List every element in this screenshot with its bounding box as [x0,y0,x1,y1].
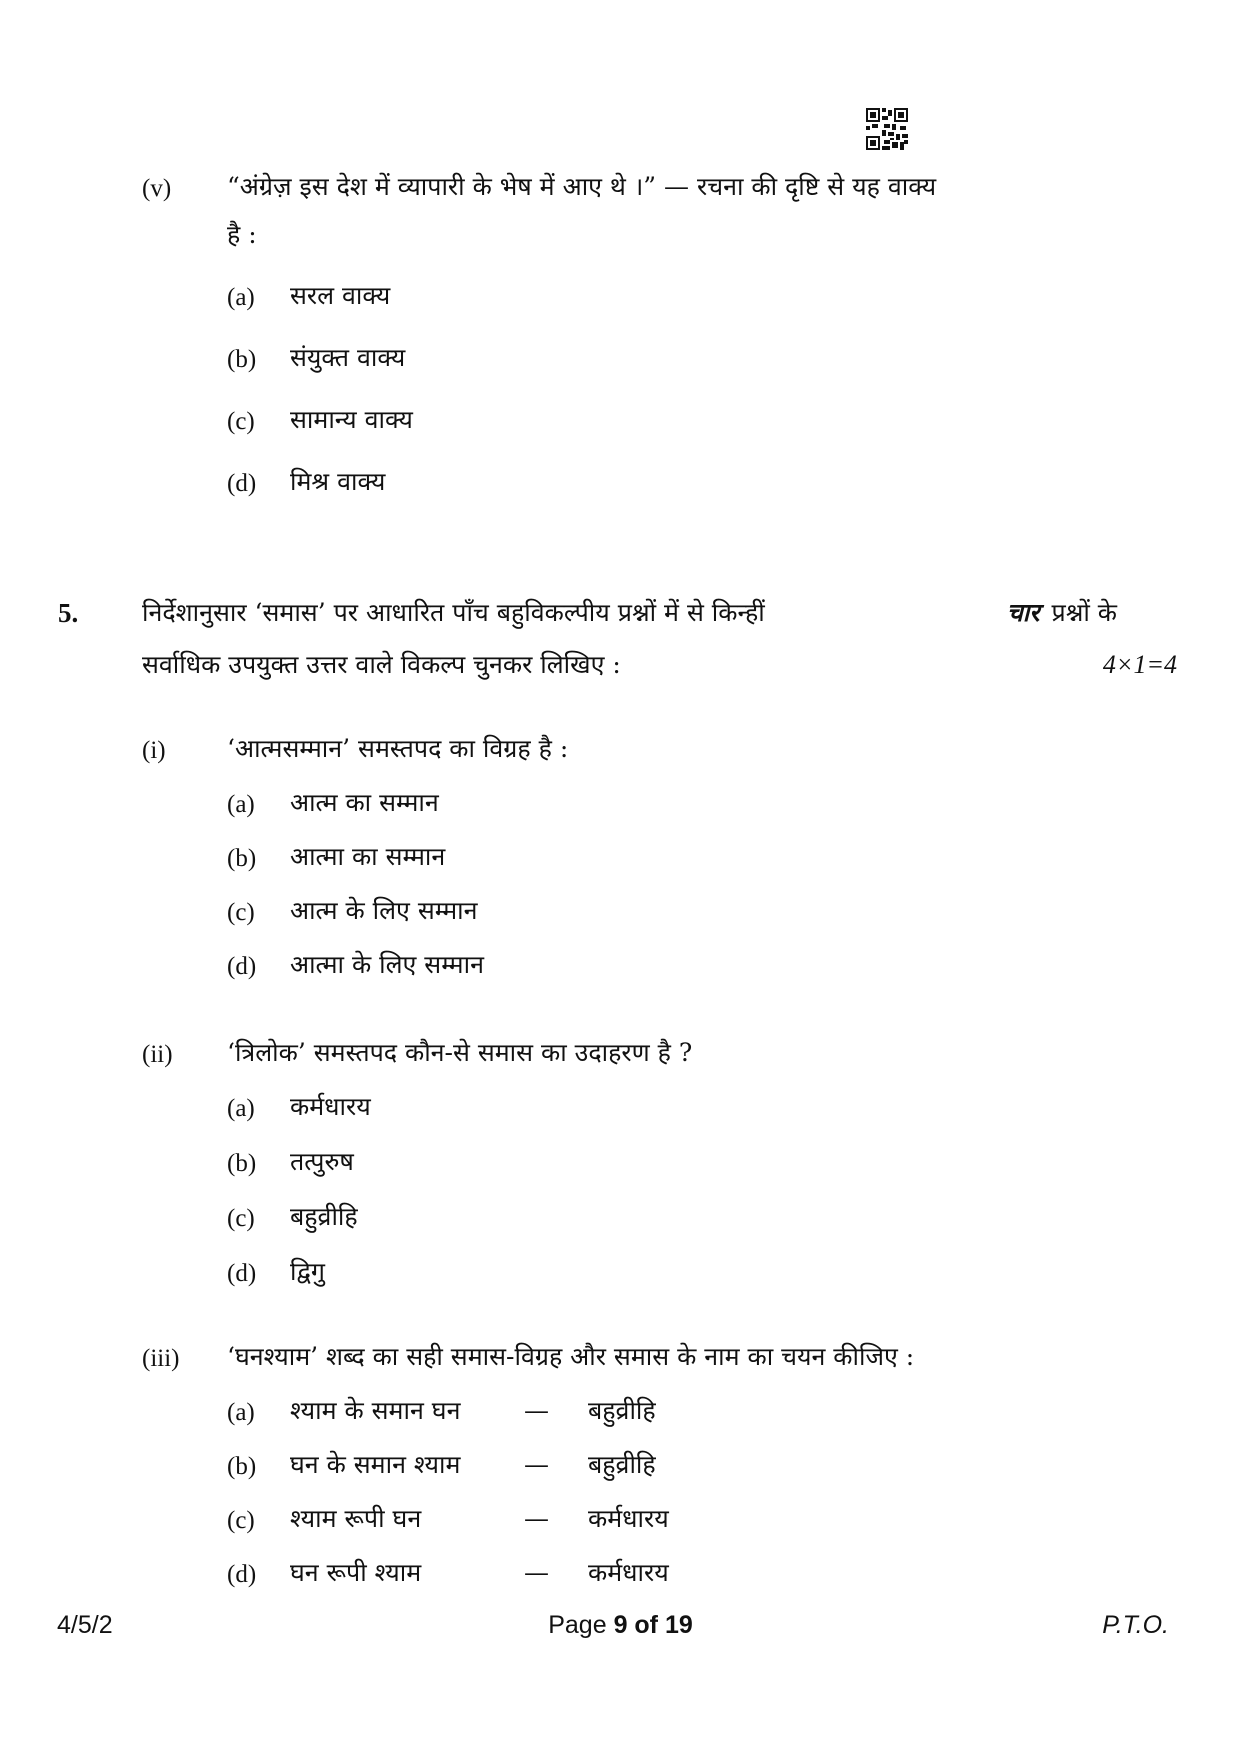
q5-ii-option-c-text: बहुव्रीहि [290,1202,358,1231]
q5-part-iii-question: ‘घनश्याम’ शब्द का सही समास-विग्रह और समास के नाम का चयन कीजिए : [227,1342,915,1371]
q5-marks: 4×1=4 [1102,650,1177,679]
q5-iii-option-b-dash: — [524,1450,549,1479]
q4v-option-a-text: सरल वाक्य [290,281,391,310]
q4v-question-line1: “अंग्रेज़ इस देश में व्यापारी के भेष में आए थे ।” — रचना की दृष्टि से यह वाक्य [227,172,937,201]
q5-iii-option-a-label: (a) [227,1399,255,1426]
footer-paper-code: 4/5/2 [57,1611,113,1639]
q5-iii-option-d-dash: — [524,1558,549,1587]
footer-page-of: of [627,1611,665,1639]
q5-number: 5. [58,598,79,628]
q4v-label: (v) [142,175,172,202]
footer-page-number [0,1611,1241,1640]
footer-page-total: 19 [664,1611,693,1639]
q5-part-i-question: ‘आत्मसम्मान’ समस्तपद का विग्रह है : [227,734,569,763]
q5-i-option-d-label: (d) [227,953,257,980]
q5-iii-option-b-samas-name: बहुव्रीहि [588,1450,656,1479]
q5-part-i-label: (i) [142,737,166,764]
q5-instruction-part2: प्रश्नों के [1051,598,1117,627]
q5-i-option-c-label: (c) [227,899,255,926]
q5-iii-option-c-label: (c) [227,1507,255,1534]
q5-instruction-line1 [142,596,1117,630]
footer-pto: P.T.O. [1102,1611,1169,1639]
q4v-option-c-label: (c) [227,408,255,435]
q5-part-ii-label: (ii) [142,1041,173,1068]
q5-ii-option-d-label: (d) [227,1260,257,1287]
q5-iii-option-a-dash: — [524,1396,549,1425]
q5-iii-option-b-text: घन के समान श्याम [290,1450,461,1479]
q4v-option-b-text: संयुक्त वाक्य [290,343,406,372]
q5-iii-option-c-dash: — [524,1504,549,1533]
q5-part-iii-label: (iii) [142,1345,180,1372]
q5-iii-option-b-label: (b) [227,1453,257,1480]
qr-code [866,108,908,150]
q4v-option-c-text: सामान्य वाक्य [290,405,413,434]
q5-i-option-c-text: आत्म के लिए सम्मान [290,896,478,925]
q5-ii-option-a-text: कर्मधारय [290,1092,371,1121]
q5-ii-option-d-text: द्विगु [290,1257,325,1286]
q5-i-option-a-label: (a) [227,791,255,818]
q4v-option-a-label: (a) [227,284,255,311]
footer-page-current: 9 [613,1611,628,1639]
q5-instruction-bold-count: चार [1006,598,1040,627]
q5-iii-option-a-samas-name: बहुव्रीहि [588,1396,656,1425]
q5-i-option-a-text: आत्म का सम्मान [290,788,439,817]
q5-iii-option-c-samas-name: कर्मधारय [588,1504,669,1533]
q5-iii-option-d-samas-name: कर्मधारय [588,1558,669,1587]
q5-i-option-b-label: (b) [227,845,257,872]
q4v-option-d-label: (d) [227,470,257,497]
q5-instruction-part1: निर्देशानुसार ‘समास’ पर आधारित पाँच बहुविकल्पीय प्रश्नों में से किन्हीं [142,598,765,627]
q5-ii-option-c-label: (c) [227,1205,255,1232]
q5-iii-option-a-text: श्याम के समान घन [290,1396,461,1425]
q5-iii-option-c-text: श्याम रूपी घन [290,1504,422,1533]
q5-i-option-b-text: आत्मा का सम्मान [290,842,446,871]
q5-ii-option-b-label: (b) [227,1150,257,1177]
q4v-question-line2: है : [227,220,257,249]
q5-iii-option-d-text: घन रूपी श्याम [290,1558,422,1587]
footer-page-prefix: Page [548,1611,614,1639]
q5-part-ii-question: ‘त्रिलोक’ समस्तपद कौन-से समास का उदाहरण है ? [227,1038,693,1067]
q4v-option-b-label: (b) [227,346,257,373]
q5-iii-option-d-label: (d) [227,1561,257,1588]
q5-ii-option-a-label: (a) [227,1095,255,1122]
q4v-option-d-text: मिश्र वाक्य [290,467,386,496]
q5-ii-option-b-text: तत्पुरुष [290,1147,354,1176]
q5-i-option-d-text: आत्मा के लिए सम्मान [290,950,484,979]
q5-instruction-line2: सर्वाधिक उपयुक्त उत्तर वाले विकल्प चुनकर लिखिए : [142,650,621,679]
